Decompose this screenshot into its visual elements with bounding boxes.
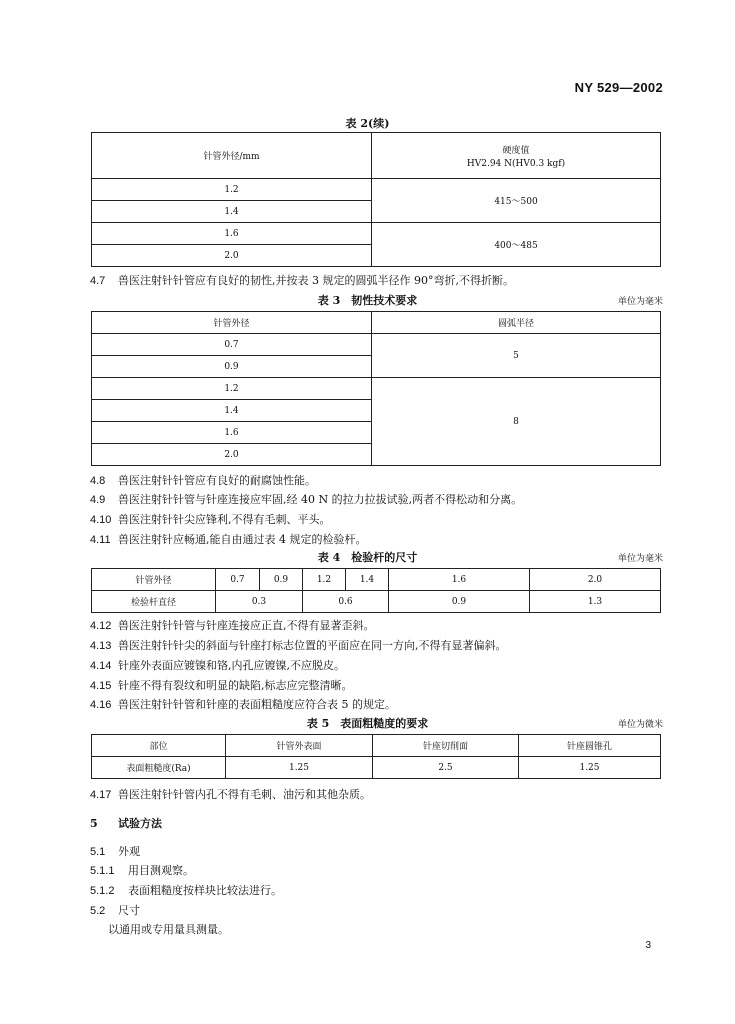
table-header: 针管外径/mm	[92, 133, 372, 179]
table-5-unit: 单位为微米	[617, 720, 663, 730]
table-cell: 0.9	[389, 591, 530, 613]
table-cell: 1.2	[92, 378, 372, 400]
clause-text: 兽医注射针针管应有良好的韧性,并按表 3 规定的圆弧半径作 90°弯折,不得折断。	[118, 274, 514, 287]
table-cell: 0.9	[92, 356, 372, 378]
table-cell: 1.4	[92, 201, 372, 223]
table-cell: 2.0	[92, 444, 372, 466]
header-line: HV2.94 N(HV0.3 kgf)	[466, 158, 566, 169]
table-cell: 1.25	[226, 757, 373, 779]
clause-4-8	[90, 472, 316, 488]
table-cell: 2.0	[530, 569, 661, 591]
clause-number: 4.9	[90, 494, 106, 506]
clause-text: 用目测观察。	[128, 864, 194, 877]
table-header	[372, 133, 661, 179]
table-cell: 1.4	[92, 400, 372, 422]
table-header: 针管外表面	[226, 735, 373, 757]
clause-number: 4.14	[90, 660, 112, 672]
clause-number: 4.16	[90, 699, 112, 711]
table-header: 针座圆锥孔	[519, 735, 661, 757]
clause-4-17	[90, 786, 371, 802]
clause-4-14	[90, 657, 345, 673]
table-cell: 0.9	[260, 569, 303, 591]
clause-number: 4.15	[90, 680, 112, 692]
table-4-unit: 单位为毫米	[617, 554, 663, 564]
clause-number: 4.7	[90, 275, 106, 287]
clause-text: 表面粗糙度按样块比较法进行。	[128, 884, 282, 897]
clause-number: 4.11	[90, 534, 111, 546]
table-header: 圆弧半径	[372, 312, 661, 334]
table-5	[91, 734, 661, 779]
table-cell: 1.6	[92, 223, 372, 245]
clause-number: 4.12	[90, 620, 112, 632]
table-2-caption: 表 2(续)	[345, 117, 390, 130]
header-line: 硬度值	[502, 145, 530, 156]
table-cell: 1.3	[530, 591, 661, 613]
table-header: 针座切削面	[373, 735, 519, 757]
clause-4-13	[90, 637, 507, 653]
clause-number: 4.8	[90, 475, 106, 487]
table-4-caption: 表 4 检验杆的尺寸	[317, 551, 418, 564]
clause-text: 针座外表面应镀镍和铬,内孔应镀镍,不应脱皮。	[118, 659, 345, 672]
clause-text: 兽医注射针针管与针座连接应牢固,经 40 N 的拉力拉拔试验,两者不得松动和分离。	[118, 493, 523, 506]
section-5-2-heading	[90, 902, 140, 918]
clause-4-11	[90, 531, 367, 547]
table-cell: 0.7	[216, 569, 260, 591]
clause-4-15	[90, 677, 353, 693]
section-title: 试验方法	[118, 817, 162, 830]
clause-text: 兽医注射针针管应有良好的耐腐蚀性能。	[118, 474, 316, 487]
table-header: 针管外径	[92, 312, 372, 334]
table-cell: 2.0	[92, 245, 372, 267]
clause-4-7	[90, 272, 514, 288]
table-5-caption: 表 5 表面粗糙度的要求	[306, 717, 429, 730]
section-number: 5.2	[90, 905, 106, 917]
table-cell: 1.2	[303, 569, 346, 591]
clause-5-1-2	[90, 882, 282, 898]
section-number: 5	[90, 817, 98, 830]
clause-number: 5.1.2	[90, 885, 115, 897]
clause-5-1-1	[90, 862, 194, 878]
section-title: 尺寸	[118, 904, 140, 917]
table-cell: 5	[372, 334, 661, 378]
clause-text: 兽医注射针针管和针座的表面粗糙度应符合表 5 的规定。	[118, 698, 396, 711]
table-3-unit: 单位为毫米	[617, 297, 663, 307]
clause-text: 兽医注射针针管内孔不得有毛刺、油污和其他杂质。	[118, 788, 371, 801]
table-row-label: 针管外径	[92, 569, 216, 591]
table-cell: 0.7	[92, 334, 372, 356]
table-cell: 1.25	[519, 757, 661, 779]
standard-number: NY 529—2002	[574, 80, 663, 95]
table-cell: 0.6	[303, 591, 389, 613]
clause-text: 兽医注射针针管与针座连接应正直,不得有显著歪斜。	[118, 619, 375, 632]
section-5-1-heading	[90, 843, 140, 859]
table-2	[91, 132, 661, 267]
page-number: 3	[645, 940, 651, 951]
table-row-label: 检验杆直径	[92, 591, 216, 613]
table-cell: 1.6	[389, 569, 530, 591]
clause-4-12	[90, 617, 375, 633]
table-cell: 400～485	[372, 223, 661, 267]
table-cell: 2.5	[373, 757, 519, 779]
table-4	[91, 568, 661, 613]
section-title: 外观	[118, 845, 140, 858]
table-cell: 1.6	[92, 422, 372, 444]
clause-text: 针座不得有裂纹和明显的缺陷,标志应完整清晰。	[118, 679, 353, 692]
table-3-caption: 表 3 韧性技术要求	[317, 294, 418, 307]
clause-4-10	[90, 511, 331, 527]
clause-number: 5.1.1	[90, 865, 115, 877]
clause-text: 兽医注射针应畅通,能自由通过表 4 规定的检验杆。	[118, 533, 367, 546]
section-number: 5.1	[90, 846, 106, 858]
table-cell: 1.2	[92, 179, 372, 201]
table-header: 部位	[92, 735, 226, 757]
clause-4-9	[90, 491, 522, 507]
table-row-label: 表面粗糙度(Ra)	[92, 757, 226, 779]
clause-number: 4.17	[90, 789, 112, 801]
table-cell: 1.4	[346, 569, 389, 591]
clause-text: 兽医注射针针尖应锋利,不得有毛刺、平头。	[118, 513, 331, 526]
section-5-heading	[90, 815, 162, 831]
clause-text: 兽医注射针针尖的斜面与针座打标志位置的平面应在同一方向,不得有显著偏斜。	[118, 639, 507, 652]
table-3	[91, 311, 661, 466]
table-cell: 0.3	[216, 591, 303, 613]
table-cell: 415～500	[372, 179, 661, 223]
table-cell: 8	[372, 378, 661, 466]
clause-number: 4.10	[90, 514, 112, 526]
clause-4-16	[90, 696, 396, 712]
clause-number: 4.13	[90, 640, 112, 652]
clause-5-2-text: 以通用或专用量具测量。	[108, 923, 229, 936]
